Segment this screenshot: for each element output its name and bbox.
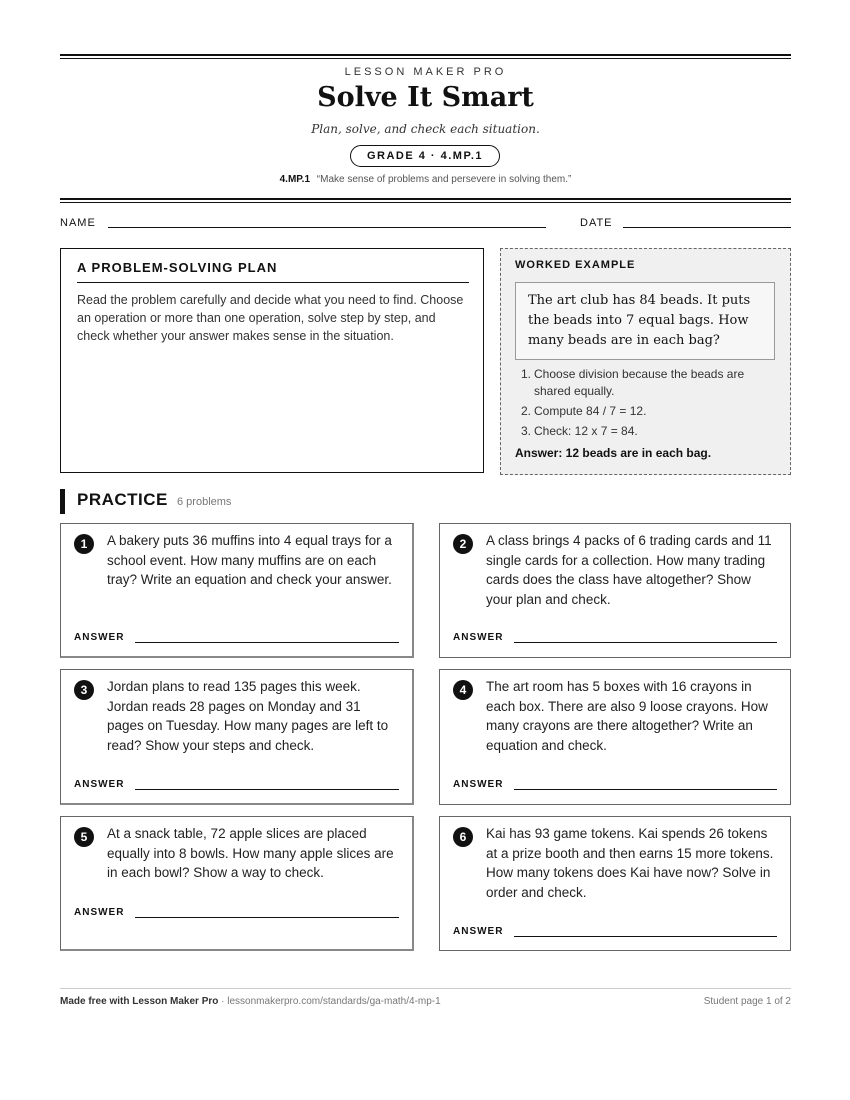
answer-field[interactable] bbox=[135, 917, 399, 918]
footer-url: · lessonmakerpro.com/standards/ga-math/4-mp-1 bbox=[218, 996, 441, 1007]
problem-number: 2 bbox=[453, 534, 473, 554]
step-text: Choose division because the beads are shared equally. bbox=[534, 367, 745, 398]
problem-text: A class brings 4 packs of 6 trading cards and 11 single cards for a collection. How many trading cards does the class have altogether? Show your plan and check. bbox=[486, 533, 772, 607]
problem-text: The art room has 5 boxes with 16 crayons in each box. There are also 9 loose crayons. How many crayons are there altogether? Write an equation and check. bbox=[486, 679, 768, 753]
footer-divider bbox=[60, 988, 791, 989]
footer-credit bbox=[60, 996, 441, 1007]
standard-code: 4.MP.1 bbox=[279, 174, 311, 185]
worked-example-step bbox=[515, 366, 776, 400]
problem-card bbox=[60, 523, 414, 658]
problem-number: 1 bbox=[74, 534, 94, 554]
answer-field[interactable] bbox=[514, 936, 777, 937]
answer-field[interactable] bbox=[514, 642, 777, 643]
answer-label: ANSWER bbox=[453, 926, 504, 937]
practice-accent-bar bbox=[60, 489, 65, 514]
plan-text: Read the problem carefully and decide what you need to find. Choose an operation or more than one operation, solve step by step, and check whether your answer makes sense in the situation. bbox=[77, 293, 464, 343]
problem-number: 3 bbox=[74, 680, 94, 700]
problem-card bbox=[439, 523, 791, 658]
worked-example-problem: The art club has 84 beads. It puts the beads into 7 equal bags. How many beads are in each bag? bbox=[515, 282, 775, 360]
problem-card bbox=[60, 816, 414, 951]
problem-text: A bakery puts 36 muffins into 4 equal trays for a school event. How many muffins are on each tray? Write an equation and check your answer. bbox=[107, 533, 392, 587]
answer-label: ANSWER bbox=[74, 907, 125, 918]
step-text: Compute 84 / 7 = 12. bbox=[534, 404, 647, 418]
problem-text: At a snack table, 72 apple slices are placed equally into 8 bowls. How many apple slices are in each bowl? Show a way to check. bbox=[107, 826, 394, 880]
plan-title: A PROBLEM-SOLVING PLAN bbox=[77, 260, 278, 275]
footer-page-number: Student page 1 of 2 bbox=[703, 996, 791, 1007]
date-label: DATE bbox=[580, 217, 613, 229]
step-number: 3. bbox=[521, 424, 532, 438]
brand-name: LESSON MAKER PRO bbox=[344, 66, 507, 78]
problem-card bbox=[439, 816, 791, 951]
problem-card bbox=[60, 669, 414, 805]
answer-field[interactable] bbox=[514, 789, 777, 790]
problem-card bbox=[439, 669, 791, 805]
header-top-rule-thin bbox=[60, 58, 791, 59]
worked-example-step bbox=[515, 403, 776, 420]
problem-solving-plan bbox=[60, 248, 484, 473]
answer-field[interactable] bbox=[135, 642, 399, 643]
page-title: Solve It Smart bbox=[317, 82, 534, 113]
standard-text: “Make sense of problems and persevere in solving them.” bbox=[316, 174, 572, 185]
problem-text: Jordan plans to read 135 pages this week. Jordan reads 28 pages on Monday and 31 pages on Tuesday. How many pages are left to read? Show your steps and check. bbox=[107, 679, 389, 753]
problem-number: 5 bbox=[74, 827, 94, 847]
page-subtitle: Plan, solve, and check each situation. bbox=[311, 122, 540, 136]
plan-divider bbox=[77, 282, 469, 283]
worked-example-label: WORKED EXAMPLE bbox=[515, 259, 636, 271]
standard-line bbox=[60, 174, 791, 185]
problem-number: 6 bbox=[453, 827, 473, 847]
worked-example bbox=[500, 248, 791, 475]
problem-text: Kai has 93 game tokens. Kai spends 26 tokens at a prize booth and then earns 15 more tokens. How many tokens does Kai have now? Solve in order and check. bbox=[486, 826, 774, 900]
footer-made-with: Made free with Lesson Maker Pro bbox=[60, 996, 219, 1007]
name-label: NAME bbox=[60, 217, 96, 229]
answer-label: ANSWER bbox=[74, 779, 125, 790]
header-top-rule bbox=[60, 54, 791, 56]
answer-label: ANSWER bbox=[74, 632, 125, 643]
answer-field[interactable] bbox=[135, 789, 399, 790]
practice-heading: PRACTICE bbox=[77, 490, 168, 509]
name-field[interactable] bbox=[108, 227, 546, 228]
worked-example-answer: Answer: 12 beads are in each bag. bbox=[515, 446, 712, 460]
answer-label: ANSWER bbox=[453, 632, 504, 643]
step-number: 2. bbox=[521, 404, 532, 418]
problem-number: 4 bbox=[453, 680, 473, 700]
worked-example-steps bbox=[515, 366, 776, 443]
step-number: 1. bbox=[521, 367, 532, 381]
header-bottom-rule bbox=[60, 198, 791, 200]
header-bottom-rule-thin bbox=[60, 202, 791, 203]
worked-example-step bbox=[515, 423, 776, 440]
worksheet-page bbox=[60, 0, 791, 1100]
answer-label: ANSWER bbox=[453, 779, 504, 790]
practice-count: 6 problems bbox=[177, 496, 232, 508]
date-field[interactable] bbox=[623, 227, 791, 228]
step-text: Check: 12 x 7 = 84. bbox=[534, 424, 638, 438]
grade-badge: GRADE 4 · 4.MP.1 bbox=[350, 145, 500, 167]
